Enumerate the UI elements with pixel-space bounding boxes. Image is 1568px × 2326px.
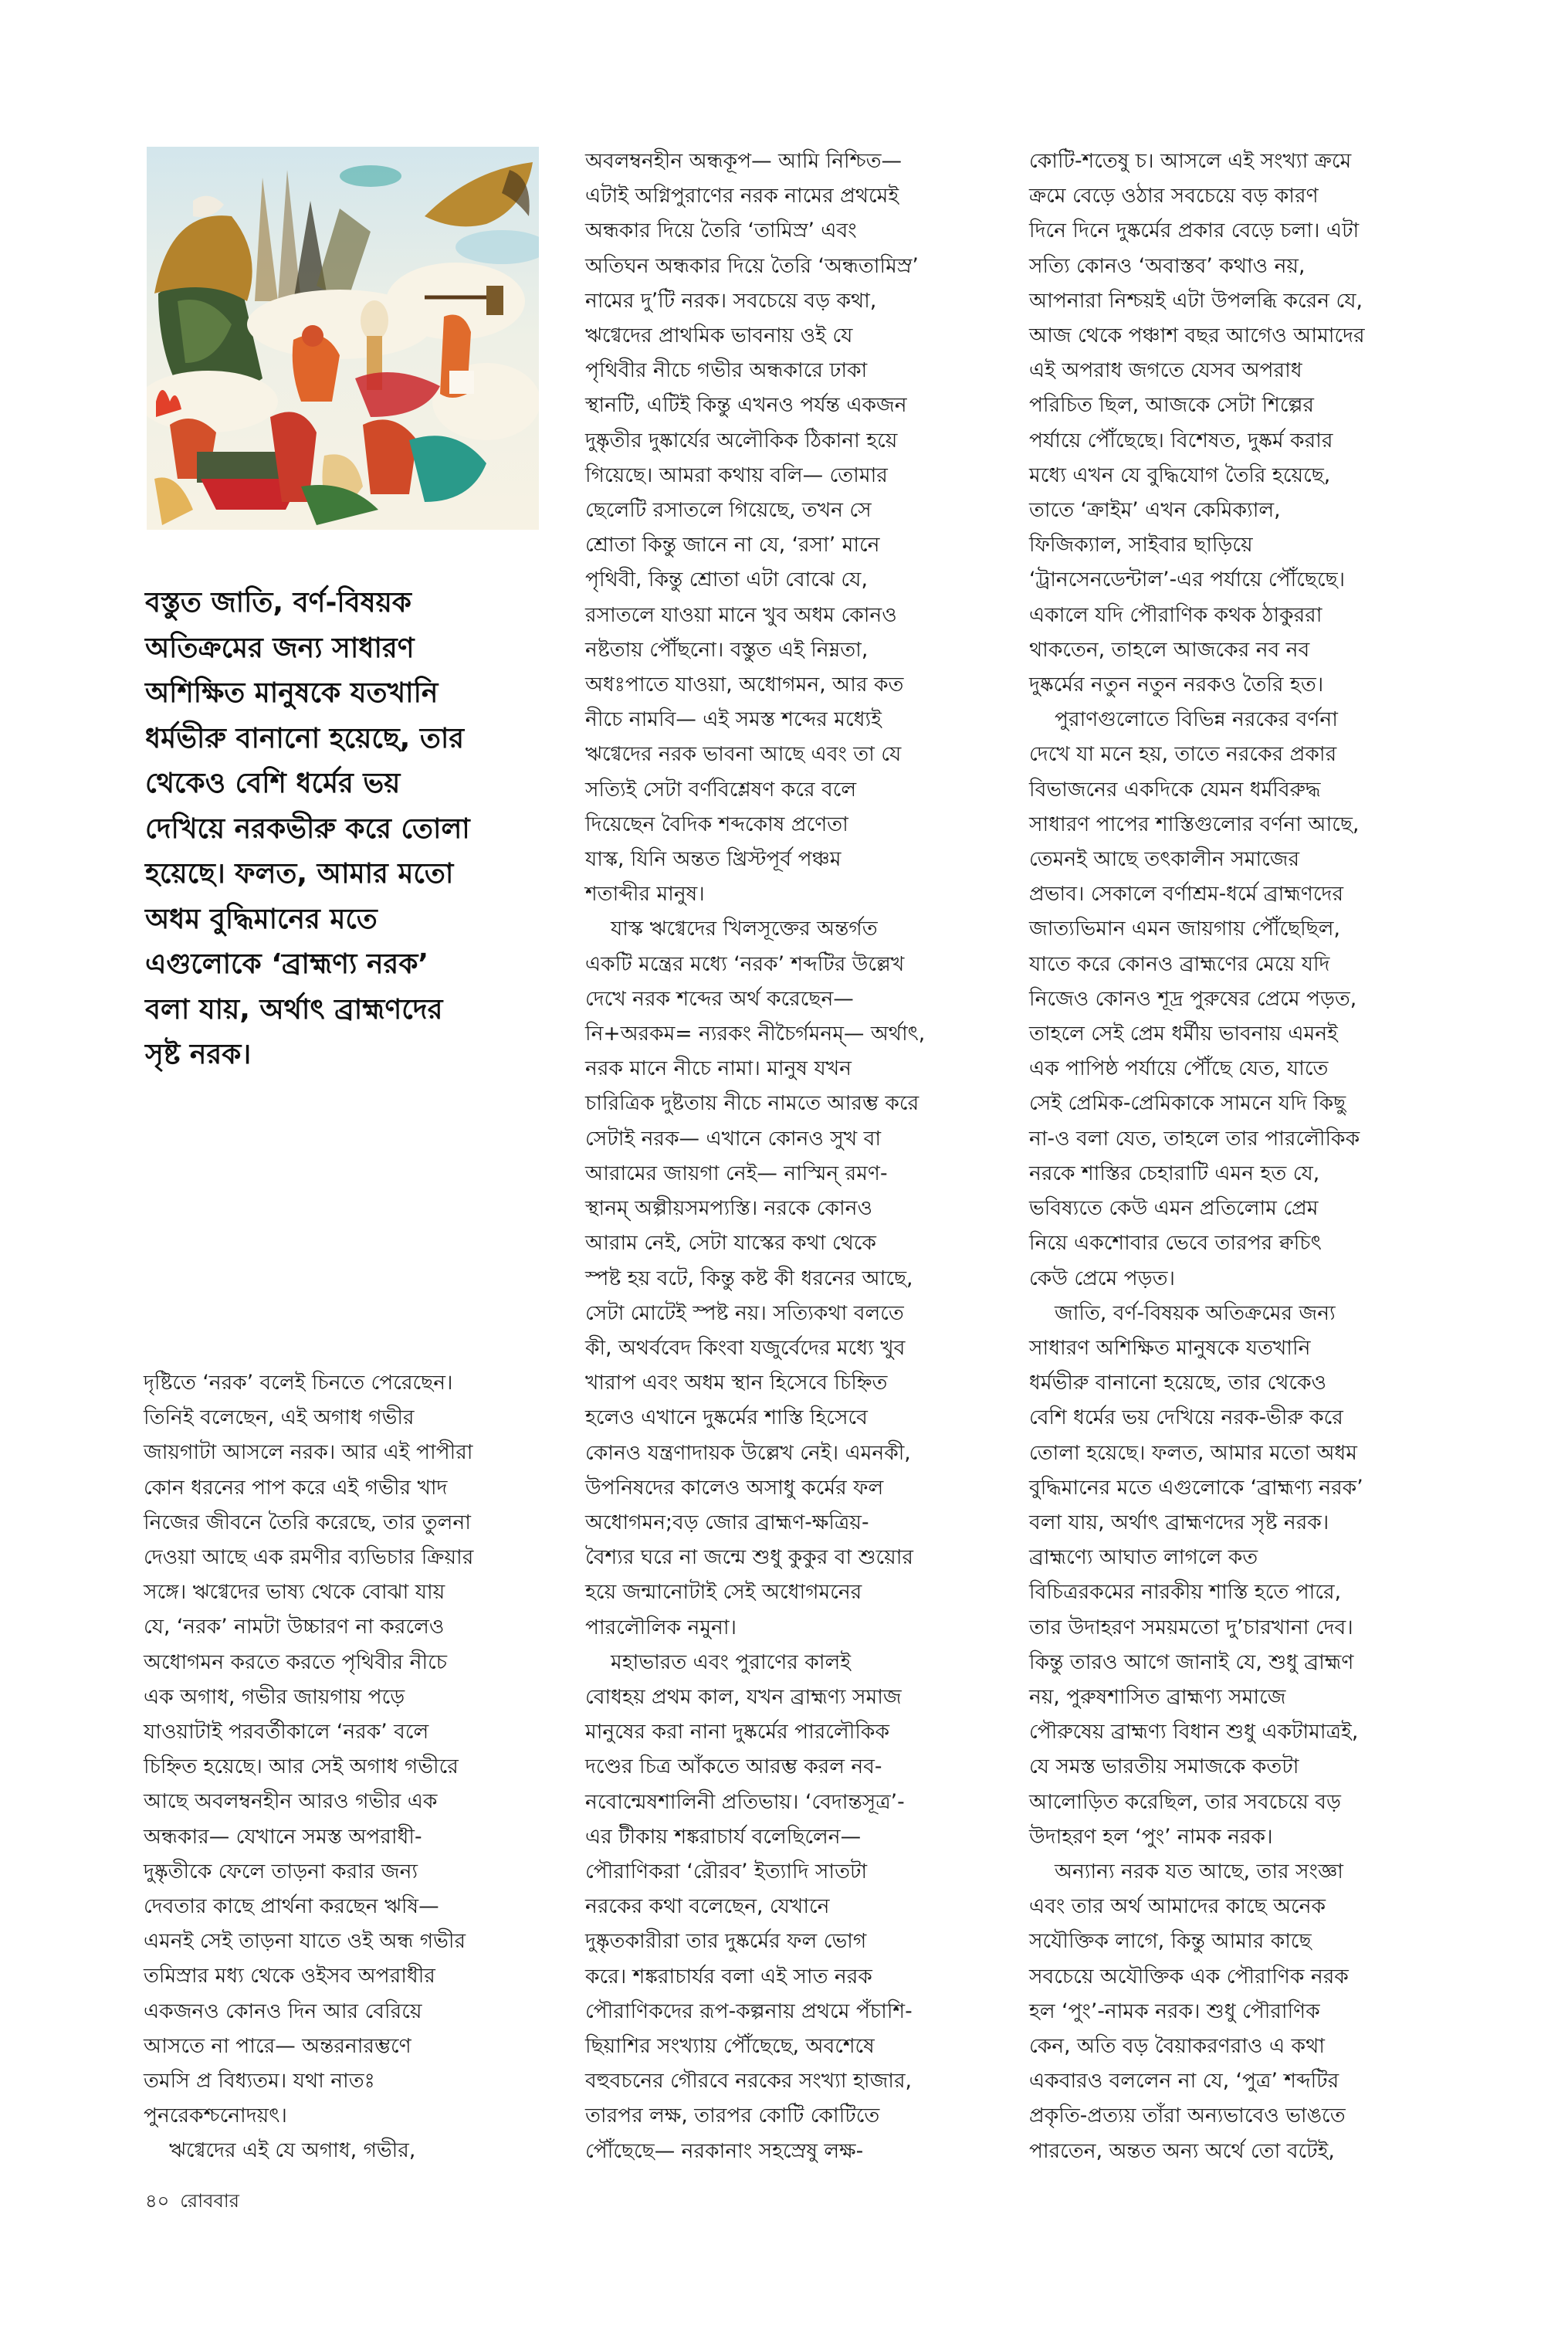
text-line: ক্রমে বেড়ে ওঠার সবচেয়ে বড় কারণ <box>1029 184 1319 209</box>
text-line: নিজেও কোনও শূদ্র পুরুষের প্রেমে পড়ত, <box>1029 986 1357 1011</box>
text-line: খারাপ এবং অধম স্থান হিসেবে চিহ্নিত <box>585 1371 888 1395</box>
text-line: এক অগাধ, গভীর জায়গায় পড়ে <box>144 1684 405 1709</box>
body-column-1 <box>144 1365 545 2168</box>
text-line: নবোন্মেষশালিনী প্রতিভায়। ‘বেদান্তসূত্র’- <box>585 1789 905 1814</box>
text-line: অন্ধকার দিয়ে তৈরি ‘তামিস্র’ এবং <box>585 219 857 243</box>
page-number: ৪০ <box>145 2190 170 2212</box>
text-line: কোনও যন্ত্রণাদায়ক উল্লেখ নেই। এমনকী, <box>585 1440 911 1465</box>
text-line: পারতেন, অন্তত অন্য অর্থে তো বটেই, <box>1029 2138 1335 2163</box>
text-line: তমিস্রার মধ্য থেকে ওইসব অপরাধীর <box>144 1964 435 1989</box>
text-line: থাকতেন, তাহলে আজকের নব নব <box>1029 637 1310 662</box>
text-line: না-ও বলা যেত, তাহলে তার পারলৌকিক <box>1029 1126 1360 1151</box>
body-column-2 <box>585 144 1002 2168</box>
text-line: যাস্ক, যিনি অন্তত খ্রিস্টপূর্ব পঞ্চম <box>585 847 842 872</box>
text-line: রসাতলে যাওয়া মানে খুব অধম কোনও <box>585 602 897 627</box>
text-line: তাহলে সেই প্রেম ধর্মীয় ভাবনায় এমনই <box>1029 1022 1338 1046</box>
text-line: চিহ্নিত হয়েছে। আর সেই অগাধ গভীরে <box>144 1755 459 1779</box>
text-line: যে, ‘নরক’ নামটা উচ্চারণ না করলেও <box>144 1615 445 1639</box>
text-line: করে। শঙ্করাচার্যর বলা এই সাত নরক <box>585 1964 872 1989</box>
text-line: পর্যায়ে পৌঁছেছে। বিশেষত, দুষ্কর্ম করার <box>1029 428 1333 453</box>
text-line: একবারও বললেন না যে, ‘পুত্র’ শব্দটির <box>1029 2069 1339 2094</box>
text-line: নি+অরকম= ন্যরকং নীচৈর্গমনম্— অর্থাৎ, <box>585 1022 926 1046</box>
text-line: এক পাপিষ্ঠ পর্যায়ে পৌঁছে যেত, যাতে <box>1029 1056 1329 1081</box>
text-line: তেমনই আছে তৎকালীন সমাজের <box>1029 847 1300 872</box>
text-line: পৌরাণিকরা ‘রৌরব’ ইত্যাদি সাতটা <box>585 1859 868 1884</box>
text-line: সঙ্গে। ঋগ্বেদের ভাষ্য থেকে বোঝা যায় <box>144 1580 445 1605</box>
text-line: সেই প্রেমিক-প্রেমিকাকে সামনে যদি কিছু <box>1029 1091 1346 1116</box>
text-line: পুরাণগুলোতে বিভিন্ন নরকের বর্ণনা <box>1055 707 1338 732</box>
text-line: দৃষ্টিতে ‘নরক’ বলেই চিনতে পেরেছেন। <box>144 1371 453 1395</box>
text-line: অন্যান্য নরক যত আছে, তার সংজ্ঞা <box>1055 1859 1343 1884</box>
text-line: ছিয়াশির সংখ্যায় পৌঁছেছে, অবশেষে <box>585 2033 875 2058</box>
text-line: শতাব্দীর মানুষ। <box>585 882 705 907</box>
text-line: আছে অবলম্বনহীন আরও গভীর এক <box>144 1789 438 1814</box>
pull-quote <box>145 581 562 1078</box>
text-line: একজনও কোনও দিন আর বেরিয়ে <box>144 1999 422 2023</box>
text-line: আপনারা নিশ্চয়ই এটা উপলব্ধি করেন যে, <box>1029 288 1363 313</box>
text-line: দেওয়া আছে এক রমণীর ব্যভিচার ক্রিয়ার <box>144 1545 474 1570</box>
text-line: নিয়ে একশোবার ভেবে তারপর ক্বচিৎ <box>1029 1231 1322 1256</box>
pull-quote-line: বস্তুত জাতি, বর্ণ-বিষয়ক <box>145 587 411 619</box>
painting-graphic <box>147 147 539 530</box>
text-line: বুদ্ধিমানের মতে এগুলোকে ‘ব্রাহ্মণ্য নরক’ <box>1029 1475 1363 1500</box>
text-line: নামের দু’টি নরক। সবচেয়ে বড় কথা, <box>585 288 877 313</box>
text-line: এর টীকায় শঙ্করাচার্য বলেছিলেন— <box>585 1824 862 1849</box>
text-line: ধর্মভীরু বানানো হয়েছে, তার থেকেও <box>1029 1371 1327 1395</box>
text-line: বিচিত্ররকমের নারকীয় শাস্তি হতে পারে, <box>1029 1580 1342 1605</box>
text-line: কেন, অতি বড় বৈয়াকরণরাও এ কথা <box>1029 2033 1325 2058</box>
pull-quote-line: সৃষ্ট নরক। <box>145 1039 252 1070</box>
text-line: স্পষ্ট হয় বটে, কিন্তু কষ্ট কী ধরনের আছে, <box>585 1266 913 1290</box>
text-line: আজ থেকে পঞ্চাশ বছর আগেও আমাদের <box>1029 324 1365 348</box>
pull-quote-line: অশিক্ষিত মানুষকে যতখানি <box>145 677 439 709</box>
pull-quote-line: থেকেও বেশি ধর্মের ভয় <box>145 768 401 799</box>
text-line: নরকে শাস্তির চেহারাটি এমন হত যে, <box>1029 1161 1320 1185</box>
text-line: দুষ্কর্মের নতুন নতুন নরকও তৈরি হত। <box>1029 673 1324 697</box>
text-line: জাত্যভিমান এমন জায়গায় পৌঁছেছিল, <box>1029 917 1340 941</box>
text-line: দিনে দিনে দুষ্কর্মের প্রকার বেড়ে চলা। এটা <box>1029 219 1360 243</box>
text-line: নরকের কথা বলেছেন, যেখানে <box>585 1894 830 1919</box>
text-line: একটি মন্ত্রের মধ্যে ‘নরক’ শব্দটির উল্লেখ <box>585 951 905 976</box>
text-line: নীচে নামবি— এই সমস্ত শব্দের মধ্যেই <box>585 707 882 732</box>
text-line: তমসি প্র বিধ্যতম। যথা নাতঃ <box>144 2069 375 2094</box>
text-line: আসতে না পারে— অন্তরনারম্ভণে <box>144 2033 411 2058</box>
illustration-hell-painting <box>147 147 539 530</box>
text-line: জায়গাটা আসলে নরক। আর এই পাপীরা <box>144 1440 473 1465</box>
pull-quote-line: অধম বুদ্ধিমানের মতে <box>145 903 378 935</box>
text-line: শ্রোতা কিন্তু জানে না যে, ‘রসা’ মানে <box>585 533 880 558</box>
page-footer <box>145 2187 250 2218</box>
text-line: বলা যায়, অর্থাৎ ব্রাহ্মণদের সৃষ্ট নরক। <box>1029 1510 1329 1534</box>
text-line: সেটাই নরক— এখানে কোনও সুখ বা <box>585 1126 882 1151</box>
text-line: স্থানম্ অল্পীয়সমপ্যস্তি। নরকে কোনও <box>585 1196 872 1221</box>
text-line: আরামের জায়গা নেই— নাস্মিন্ রমণ- <box>585 1161 888 1185</box>
text-line: আরাম নেই, সেটা যাস্কের কথা থেকে <box>585 1231 876 1256</box>
text-line: প্রকৃতি-প্রত্যয় তাঁরা অন্যভাবেও ভাঙতে <box>1029 2104 1346 2128</box>
text-line: দেখে যা মনে হয়, তাতে নরকের প্রকার <box>1029 742 1337 767</box>
text-line: বিভাজনের একদিকে যেমন ধর্মবিরুদ্ধ <box>1029 777 1321 802</box>
text-line: বৈশ্যর ঘরে না জন্মে শুধু কুকুর বা শুয়োর <box>585 1545 913 1570</box>
pull-quote-line: অতিক্রমের জন্য সাধারণ <box>145 632 415 664</box>
text-line: দেখে নরক শব্দের অর্থ করেছেন— <box>585 986 854 1011</box>
text-line: ফিজিক্যাল, সাইবার ছাড়িয়ে <box>1029 533 1253 558</box>
text-line: চারিত্রিক দুষ্টতায় নীচে নামতে আরম্ভ করে <box>585 1091 919 1116</box>
text-line: নিজের জীবনে তৈরি করেছে, তার তুলনা <box>144 1510 471 1534</box>
text-line: পৃথিবী, কিন্তু শ্রোতা এটা বোঝে যে, <box>585 568 868 592</box>
pull-quote-line: দেখিয়ে নরকভীরু করে তোলা <box>145 812 470 845</box>
text-line: গিয়েছে। আমরা কথায় বলি— তোমার <box>585 463 888 487</box>
text-line: এই অপরাধ জগতে যেসব অপরাধ <box>1029 358 1302 383</box>
text-line: পৃথিবীর নীচে গভীর অন্ধকারে ঢাকা <box>585 358 868 383</box>
body-column-3 <box>1029 144 1446 2168</box>
text-line: এটাই অগ্নিপুরাণের নরক নামের প্রথমেই <box>585 184 899 209</box>
text-line: হয়ে জন্মানোটাই সেই অধোগমনের <box>585 1580 862 1605</box>
pull-quote-line: ধর্মভীরু বানানো হয়েছে, তার <box>145 722 465 754</box>
pull-quote-line: হয়েছে। ফলত, আমার মতো <box>145 858 454 890</box>
text-line: বেশি ধর্মের ভয় দেখিয়ে নরক-ভীরু করে <box>1029 1405 1343 1430</box>
hammer-head <box>486 286 503 315</box>
text-line: দণ্ডের চিত্র আঁকতে আরম্ভ করল নব- <box>585 1755 882 1779</box>
text-line: অধোগমন করতে করতে পৃথিবীর নীচে <box>144 1650 448 1674</box>
text-line: প্রভাব। সেকালে বর্ণাশ্রম-ধর্মে ব্রাহ্মণদের <box>1029 882 1344 907</box>
text-line: সত্যিই সেটা বর্ণবিশ্লেষণ করে বলে <box>585 777 857 802</box>
text-line: উপনিষদের কালেও অসাধু কর্মের ফল <box>585 1475 884 1500</box>
text-line: ঋগ্বেদের প্রাথমিক ভাবনায় ওই যে <box>585 324 853 348</box>
text-line: সেটা মোটেই স্পষ্ট নয়। সত্যিকথা বলতে <box>585 1300 904 1325</box>
text-line: কেউ প্রেমে পড়ত। <box>1029 1266 1175 1290</box>
text-line: নয়, পুরুষশাসিত ব্রাহ্মণ্য সমাজে <box>1029 1684 1286 1709</box>
text-line: স্থানটি, এটিই কিন্তু এখনও পর্যন্ত একজন <box>585 393 907 418</box>
text-line: দিয়েছেন বৈদিক শব্দকোষ প্রণেতা <box>585 812 848 836</box>
text-line: অতিঘন অন্ধকার দিয়ে তৈরি ‘অন্ধতামিস্র’ <box>585 253 919 278</box>
text-line: হলেও এখানে দুষ্কর্মের শাস্তি হিসেবে <box>585 1405 868 1430</box>
text-line: আলোড়িত করেছিল, তার সবচেয়ে বড় <box>1029 1789 1341 1814</box>
text-line: ঋগ্বেদের এই যে অগাধ, গভীর, <box>169 2138 416 2163</box>
sky-patch <box>340 165 401 187</box>
text-line: উদাহরণ হল ‘পুং’ নামক নরক। <box>1029 1824 1273 1849</box>
text-line: ভবিষ্যতে কেউ এমন প্রতিলোম প্রেম <box>1029 1196 1319 1221</box>
text-line: নরক মানে নীচে নামা। মানুষ যখন <box>585 1056 852 1081</box>
text-line: যাস্ক ঋগ্বেদের খিলসূক্তের অন্তর্গত <box>611 917 878 941</box>
text-line: পৌরুষেয় ব্রাহ্মণ্য বিধান শুধু একটামাত্রই, <box>1029 1720 1359 1744</box>
text-line: কী, অথর্ববেদ কিংবা যজুর্বেদের মধ্যে খুব <box>585 1335 906 1360</box>
text-line: এবং তার অর্থ আমাদের কাছে অনেক <box>1029 1894 1326 1919</box>
text-line: যাতে করে কোনও ব্রাহ্মণের মেয়ে যদি <box>1029 951 1330 976</box>
text-line: পরিচিত ছিল, আজকে সেটা শিল্পের <box>1029 393 1315 418</box>
text-line: যাওয়াটাই পরবর্তীকালে ‘নরক’ বলে <box>144 1720 429 1744</box>
text-line: মধ্যে এখন যে বুদ্ধিযোগ তৈরি হয়েছে, <box>1029 463 1331 487</box>
text-line: পুনরেকশ্চনোদয়ৎ। <box>144 2104 287 2128</box>
text-line: বহুবচনের গৌরবে নরকের সংখ্যা হাজার, <box>585 2069 912 2094</box>
text-line: দুষ্কৃতীকে ফেলে তাড়না করার জন্য <box>144 1859 418 1884</box>
text-line: পারলৌলিক নমুনা। <box>585 1615 737 1639</box>
text-line: জাতি, বর্ণ-বিষয়ক অতিক্রমের জন্য <box>1055 1300 1336 1325</box>
text-line: পৌঁছেছে— নরকানাং সহস্রেষু লক্ষ- <box>585 2138 864 2163</box>
text-line: মহাভারত এবং পুরাণের কালই <box>611 1650 852 1674</box>
text-line: মানুষের করা নানা দুষ্কর্মের পারলৌকিক <box>585 1720 890 1744</box>
text-line: কোন ধরনের পাপ করে এই গভীর খাদ <box>144 1475 448 1500</box>
text-line: দুষ্কৃতকারীরা তার দুষ্কর্মের ফল ভোগ <box>585 1929 867 1954</box>
text-line: সাধারণ অশিক্ষিত মানুষকে যতখানি <box>1029 1335 1311 1360</box>
text-line: কোটি-শতেষু চ। আসলে এই সংখ্যা ক্রমে <box>1029 149 1352 173</box>
text-line: একালে যদি পৌরাণিক কথক ঠাকুররা <box>1029 602 1322 627</box>
text-line: দেবতার কাছে প্রার্থনা করছেন ঋষি— <box>144 1894 439 1919</box>
text-line: ঋগ্বেদের নরক ভাবনা আছে এবং তা যে <box>585 742 902 767</box>
text-line: হল ‘পুং’-নামক নরক। শুধু পৌরাণিক <box>1029 1999 1320 2023</box>
text-line: তারপর লক্ষ, তারপর কোটি কোটিতে <box>585 2104 880 2128</box>
text-line: অন্ধকার— যেখানে সমস্ত অপরাধী- <box>144 1824 422 1849</box>
text-line: তোলা হয়েছে। ফলত, আমার মতো অধম <box>1029 1440 1357 1465</box>
publication-name: রোববার <box>180 2190 239 2212</box>
text-line: সবচেয়ে অযৌক্তিক এক পৌরাণিক নরক <box>1029 1964 1349 1989</box>
text-line: ব্রাহ্মণ্যে আঘাত লাগলে কত <box>1029 1545 1258 1570</box>
text-line: নষ্টতায় পৌঁছনো। বস্তুত এই নিম্নতা, <box>585 637 869 662</box>
text-line: পৌরাণিকদের রূপ-কল্পনায় প্রথমে পঁচাশি- <box>585 1999 913 2023</box>
text-line: সযৌক্তিক লাগে, কিন্তু আমার কাছে <box>1029 1929 1312 1954</box>
demon-head <box>302 325 323 347</box>
text-line: সত্যি কোনও ‘অবাস্তব’ কথাও নয়, <box>1029 253 1306 278</box>
text-line: ‘ট্রানসেনডেন্টাল’-এর পর্যায়ে পৌঁছেছে। <box>1029 568 1346 592</box>
text-line: ছেলেটি রসাতলে গিয়েছে, তখন সে <box>585 498 872 523</box>
text-line: তিনিই বলেছেন, এই অগাধ গভীর <box>144 1405 415 1430</box>
text-line: এমনই সেই তাড়না যাতে ওই অন্ধ গভীর <box>144 1929 466 1954</box>
text-line: অধঃপাতে যাওয়া, অধোগমন, আর কত <box>585 673 904 697</box>
text-line: তার উদাহরণ সময়মতো দু’চারখানা দেব। <box>1029 1615 1353 1639</box>
text-line: তাতে ‘ক্রাইম’ এখন কেমিক্যাল, <box>1029 498 1281 523</box>
text-line: সাধারণ পাপের শাস্তিগুলোর বর্ণনা আছে, <box>1029 812 1360 836</box>
text-line: অধোগমন;বড় জোর ব্রাহ্মণ-ক্ষত্রিয়- <box>585 1510 869 1534</box>
text-line: দুষ্কৃতীর দুষ্কার্যের অলৌকিক ঠিকানা হয়ে <box>585 428 898 453</box>
text-line: যে সমস্ত ভারতীয় সমাজকে কতটা <box>1029 1755 1299 1779</box>
loincloth <box>449 371 474 394</box>
text-line: অবলম্বনহীন অন্ধকূপ— আমি নিশ্চিত— <box>585 149 903 173</box>
pull-quote-line: বলা যায়, অর্থাৎ ব্রাহ্মণদের <box>145 993 443 1026</box>
pull-quote-line: এগুলোকে ‘ব্রাহ্মণ্য নরক’ <box>145 948 429 980</box>
tortured-figure-head <box>361 300 388 341</box>
text-line: কিন্তু তারও আগে জানাই যে, শুধু ব্রাহ্মণ <box>1029 1650 1354 1674</box>
text-line: বোধহয় প্রথম কাল, যখন ব্রাহ্মণ্য সমাজ <box>585 1684 902 1709</box>
